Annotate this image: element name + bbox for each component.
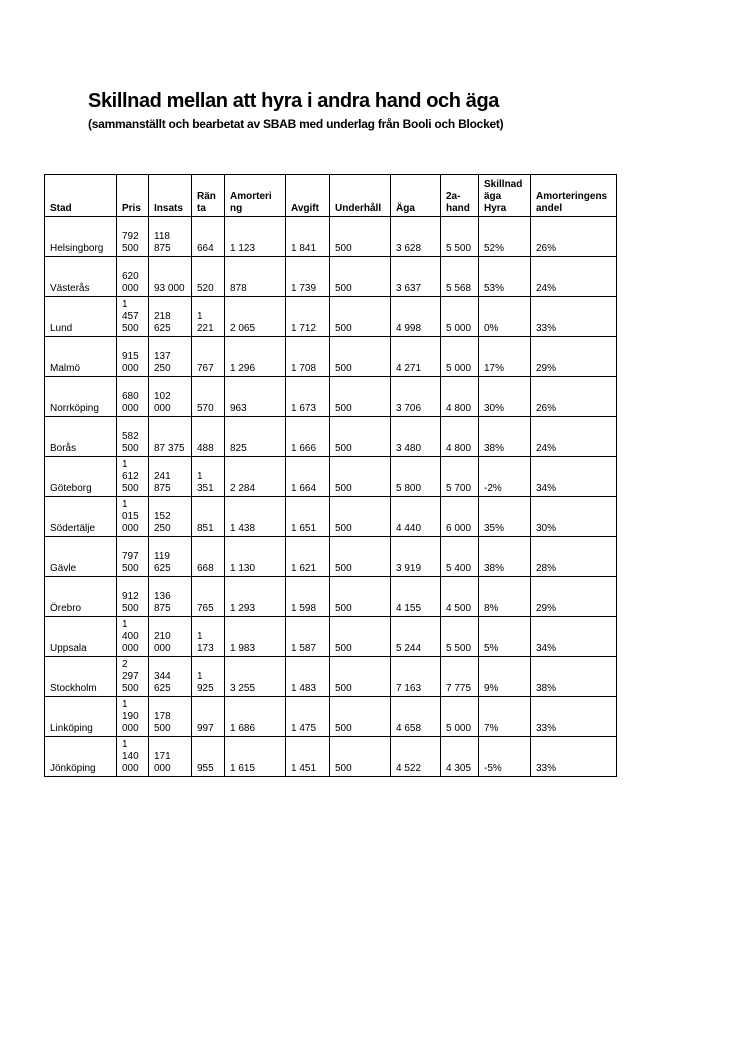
cell-skillnad: 30% <box>479 377 531 417</box>
cell-andrahand: 5 000 <box>441 697 479 737</box>
cell-avgift: 1 708 <box>286 337 330 377</box>
cell-skillnad: 7% <box>479 697 531 737</box>
cell-skillnad: 17% <box>479 337 531 377</box>
cell-pris: 912 500 <box>117 577 149 617</box>
cell-stad: Borås <box>45 417 117 457</box>
cell-ranta: 1 351 <box>192 457 225 497</box>
cell-pris: 1 400 000 <box>117 617 149 657</box>
header-skillnad: Skillnad äga Hyra <box>479 175 531 217</box>
header-insats: Insats <box>149 175 192 217</box>
page-subtitle: (sammanställt och bearbetat av SBAB med underlag från Booli och Blocket) <box>88 117 504 131</box>
cell-andrahand: 5 000 <box>441 337 479 377</box>
table-row <box>45 417 617 457</box>
table-header-row <box>45 175 617 217</box>
cell-insats: 118 875 <box>149 217 192 257</box>
cell-amortering: 1 438 <box>225 497 286 537</box>
cell-ranta: 488 <box>192 417 225 457</box>
cell-skillnad: 35% <box>479 497 531 537</box>
cell-ranta: 851 <box>192 497 225 537</box>
header-ranta: Rän ta <box>192 175 225 217</box>
cell-pris: 620 000 <box>117 257 149 297</box>
cell-amortering: 1 686 <box>225 697 286 737</box>
cell-andrahand: 4 500 <box>441 577 479 617</box>
cell-skillnad: 9% <box>479 657 531 697</box>
cell-amorteringens-andel: 29% <box>531 577 617 617</box>
cell-ranta: 955 <box>192 737 225 777</box>
cell-andrahand: 4 800 <box>441 377 479 417</box>
header-aga: Äga <box>391 175 441 217</box>
cell-avgift: 1 451 <box>286 737 330 777</box>
cell-skillnad: 38% <box>479 417 531 457</box>
table-row <box>45 537 617 577</box>
cell-pris: 1 457 500 <box>117 297 149 337</box>
table-body <box>45 217 617 777</box>
table-row <box>45 657 617 697</box>
cell-aga: 3 637 <box>391 257 441 297</box>
page-title: Skillnad mellan att hyra i andra hand och äga <box>88 90 500 112</box>
cell-pris: 797 500 <box>117 537 149 577</box>
cell-pris: 1 140 000 <box>117 737 149 777</box>
cell-aga: 4 155 <box>391 577 441 617</box>
cell-avgift: 1 475 <box>286 697 330 737</box>
header-underhall: Underhåll <box>330 175 391 217</box>
cell-stad: Västerås <box>45 257 117 297</box>
cell-insats: 136 875 <box>149 577 192 617</box>
cell-stad: Lund <box>45 297 117 337</box>
cell-amortering: 1 123 <box>225 217 286 257</box>
cell-aga: 5 800 <box>391 457 441 497</box>
cell-aga: 7 163 <box>391 657 441 697</box>
table-row <box>45 377 617 417</box>
cell-ranta: 997 <box>192 697 225 737</box>
cell-underhall: 500 <box>330 457 391 497</box>
cell-pris: 1 015 000 <box>117 497 149 537</box>
cell-aga: 5 244 <box>391 617 441 657</box>
cell-avgift: 1 621 <box>286 537 330 577</box>
cell-amortering: 963 <box>225 377 286 417</box>
cell-andrahand: 5 500 <box>441 617 479 657</box>
cell-insats: 210 000 <box>149 617 192 657</box>
cell-andrahand: 5 000 <box>441 297 479 337</box>
cell-skillnad: 8% <box>479 577 531 617</box>
cell-andrahand: 7 775 <box>441 657 479 697</box>
table-row <box>45 297 617 337</box>
cell-avgift: 1 712 <box>286 297 330 337</box>
cell-stad: Linköping <box>45 697 117 737</box>
cell-aga: 3 706 <box>391 377 441 417</box>
cell-stad: Malmö <box>45 337 117 377</box>
cell-aga: 3 628 <box>391 217 441 257</box>
header-stad: Stad <box>45 175 117 217</box>
cell-ranta: 570 <box>192 377 225 417</box>
header-andrahand: 2a-hand <box>441 175 479 217</box>
cell-underhall: 500 <box>330 737 391 777</box>
cell-andrahand: 5 500 <box>441 217 479 257</box>
cell-pris: 1 190 000 <box>117 697 149 737</box>
table-row <box>45 617 617 657</box>
table-row <box>45 737 617 777</box>
cell-andrahand: 4 305 <box>441 737 479 777</box>
cell-skillnad: 53% <box>479 257 531 297</box>
cell-aga: 4 440 <box>391 497 441 537</box>
cell-amortering: 2 065 <box>225 297 286 337</box>
cell-amorteringens-andel: 33% <box>531 737 617 777</box>
cell-underhall: 500 <box>330 537 391 577</box>
table-row <box>45 257 617 297</box>
table-row <box>45 337 617 377</box>
cell-andrahand: 5 400 <box>441 537 479 577</box>
cell-underhall: 500 <box>330 337 391 377</box>
cell-avgift: 1 664 <box>286 457 330 497</box>
cell-ranta: 1 221 <box>192 297 225 337</box>
header-amorteringens-andel: Amorteringens andel <box>531 175 617 217</box>
cell-avgift: 1 598 <box>286 577 330 617</box>
cell-amortering: 3 255 <box>225 657 286 697</box>
table-row <box>45 577 617 617</box>
cell-insats: 93 000 <box>149 257 192 297</box>
header-amortering: Amorteri ng <box>225 175 286 217</box>
cell-pris: 680 000 <box>117 377 149 417</box>
cell-underhall: 500 <box>330 697 391 737</box>
cell-insats: 102 000 <box>149 377 192 417</box>
cell-avgift: 1 666 <box>286 417 330 457</box>
cell-pris: 582 500 <box>117 417 149 457</box>
cell-underhall: 500 <box>330 497 391 537</box>
cell-amortering: 1 293 <box>225 577 286 617</box>
cell-amorteringens-andel: 24% <box>531 417 617 457</box>
cell-underhall: 500 <box>330 657 391 697</box>
cell-stad: Jönköping <box>45 737 117 777</box>
cell-underhall: 500 <box>330 417 391 457</box>
cell-stad: Helsingborg <box>45 217 117 257</box>
cell-amorteringens-andel: 34% <box>531 617 617 657</box>
cell-avgift: 1 673 <box>286 377 330 417</box>
cell-insats: 218 625 <box>149 297 192 337</box>
cell-insats: 87 375 <box>149 417 192 457</box>
cell-amortering: 2 284 <box>225 457 286 497</box>
cell-aga: 4 271 <box>391 337 441 377</box>
cell-skillnad: 0% <box>479 297 531 337</box>
cell-underhall: 500 <box>330 257 391 297</box>
cell-avgift: 1 483 <box>286 657 330 697</box>
table-row <box>45 497 617 537</box>
cell-insats: 152 250 <box>149 497 192 537</box>
cell-amortering: 1 615 <box>225 737 286 777</box>
cell-andrahand: 4 800 <box>441 417 479 457</box>
cell-amortering: 1 130 <box>225 537 286 577</box>
cell-pris: 2 297 500 <box>117 657 149 697</box>
cell-skillnad: 38% <box>479 537 531 577</box>
cell-underhall: 500 <box>330 377 391 417</box>
table-row <box>45 457 617 497</box>
cell-amortering: 1 983 <box>225 617 286 657</box>
cell-insats: 171 000 <box>149 737 192 777</box>
cell-amorteringens-andel: 34% <box>531 457 617 497</box>
cell-andrahand: 5 700 <box>441 457 479 497</box>
cell-amortering: 1 296 <box>225 337 286 377</box>
cell-pris: 915 000 <box>117 337 149 377</box>
cell-ranta: 664 <box>192 217 225 257</box>
cell-stad: Göteborg <box>45 457 117 497</box>
cell-ranta: 767 <box>192 337 225 377</box>
cell-ranta: 765 <box>192 577 225 617</box>
cell-amorteringens-andel: 38% <box>531 657 617 697</box>
header-avgift: Avgift <box>286 175 330 217</box>
cell-stad: Örebro <box>45 577 117 617</box>
comparison-table <box>44 174 617 777</box>
cell-stad: Gävle <box>45 537 117 577</box>
cell-avgift: 1 587 <box>286 617 330 657</box>
cell-amorteringens-andel: 26% <box>531 217 617 257</box>
cell-stad: Norrköping <box>45 377 117 417</box>
cell-andrahand: 6 000 <box>441 497 479 537</box>
cell-skillnad: -2% <box>479 457 531 497</box>
cell-ranta: 668 <box>192 537 225 577</box>
cell-ranta: 520 <box>192 257 225 297</box>
cell-underhall: 500 <box>330 617 391 657</box>
cell-amorteringens-andel: 28% <box>531 537 617 577</box>
cell-insats: 119 625 <box>149 537 192 577</box>
cell-amorteringens-andel: 30% <box>531 497 617 537</box>
cell-amortering: 825 <box>225 417 286 457</box>
cell-insats: 344 625 <box>149 657 192 697</box>
cell-amorteringens-andel: 26% <box>531 377 617 417</box>
cell-andrahand: 5 568 <box>441 257 479 297</box>
cell-underhall: 500 <box>330 297 391 337</box>
cell-pris: 792 500 <box>117 217 149 257</box>
table-row <box>45 217 617 257</box>
cell-aga: 4 522 <box>391 737 441 777</box>
cell-skillnad: 5% <box>479 617 531 657</box>
cell-amorteringens-andel: 29% <box>531 337 617 377</box>
table-row <box>45 697 617 737</box>
cell-avgift: 1 739 <box>286 257 330 297</box>
cell-underhall: 500 <box>330 217 391 257</box>
cell-amorteringens-andel: 33% <box>531 297 617 337</box>
cell-ranta: 1 173 <box>192 617 225 657</box>
header-pris: Pris <box>117 175 149 217</box>
cell-aga: 3 919 <box>391 537 441 577</box>
cell-stad: Uppsala <box>45 617 117 657</box>
cell-aga: 4 658 <box>391 697 441 737</box>
cell-stad: Södertälje <box>45 497 117 537</box>
cell-pris: 1 612 500 <box>117 457 149 497</box>
cell-insats: 137 250 <box>149 337 192 377</box>
cell-stad: Stockholm <box>45 657 117 697</box>
cell-insats: 241 875 <box>149 457 192 497</box>
cell-skillnad: -5% <box>479 737 531 777</box>
cell-amortering: 878 <box>225 257 286 297</box>
cell-avgift: 1 651 <box>286 497 330 537</box>
cell-aga: 3 480 <box>391 417 441 457</box>
cell-insats: 178 500 <box>149 697 192 737</box>
cell-amorteringens-andel: 24% <box>531 257 617 297</box>
cell-avgift: 1 841 <box>286 217 330 257</box>
cell-ranta: 1 925 <box>192 657 225 697</box>
cell-aga: 4 998 <box>391 297 441 337</box>
cell-underhall: 500 <box>330 577 391 617</box>
cell-skillnad: 52% <box>479 217 531 257</box>
cell-amorteringens-andel: 33% <box>531 697 617 737</box>
